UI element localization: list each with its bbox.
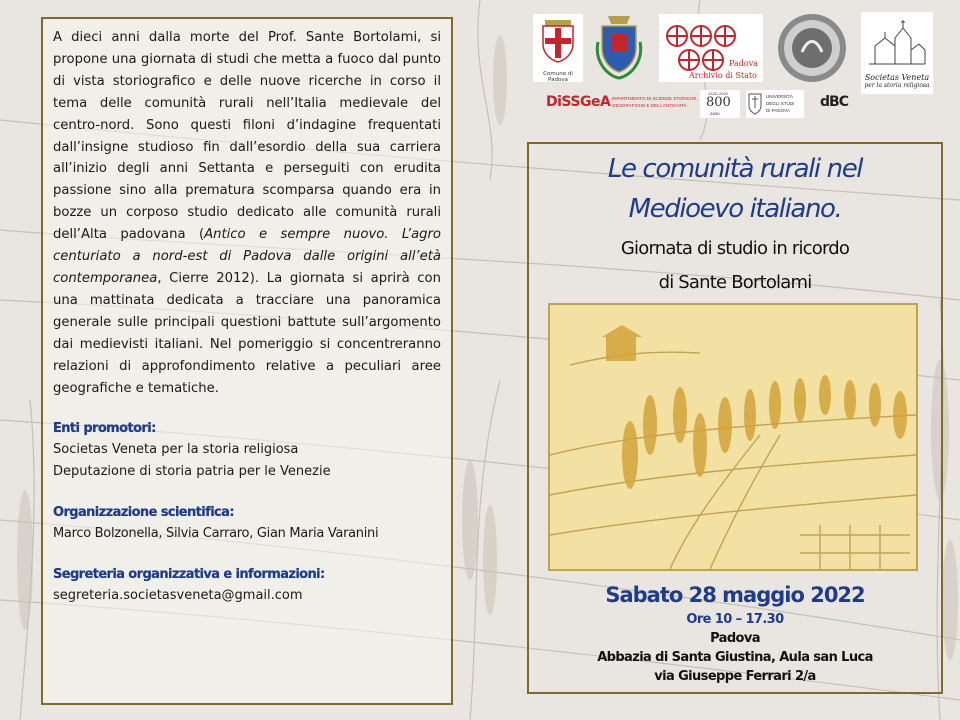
event-venue: Abbazia di Santa Giustina, Aula san Luca [597,650,873,665]
universita-line-3: DI PADOVA [766,108,790,113]
event-date: Sabato 28 maggio 2022 [605,583,865,607]
dbc-logo [818,92,850,116]
universita-line-1: UNIVERSITÀ [766,94,794,99]
landscape-painting [548,303,918,571]
anni-800-logo [700,90,740,118]
provincia-logo [594,12,644,82]
book-title: Antico e sempre nuovo. L’agro centuriato a nord-est di Padova dalle origini all’età contemporanea [53,227,442,286]
seal-icon [776,12,848,84]
dbc-mark: dBC [820,94,848,110]
dissgea-dept-1: DIPARTIMENTO DI SCIENZE STORICHE, [612,96,698,101]
societas-sub: per la storia religiosa [864,82,930,89]
universita-line-2: DEGLI STUDI [766,101,795,106]
organizzazione-heading: Organizzazione scientifica: [53,505,234,521]
organizzazione-section [53,503,441,545]
event-time: Ore 10 – 17.30 [686,612,784,627]
promotori-section [53,419,441,483]
seal-logo [776,12,848,84]
intro-paragraph [53,27,441,399]
shield-icon [533,14,583,66]
promotori-heading: Enti promotori: [53,421,156,437]
dissgea-mark: DiSSGeA [546,94,611,110]
archivio-stato-logo [659,14,763,82]
promotori-line: Deputazione di storia patria per le Venezie [53,464,331,480]
info-panel [41,17,453,705]
anni-word: ANNI [710,111,720,116]
promotori-line: Societas Veneta per la storia religiosa [53,442,299,458]
anni-800: 800 [706,95,731,110]
comune-padova-logo [533,14,583,82]
wheels-icon [659,14,763,82]
event-address: via Giuseppe Ferrari 2/a [654,669,816,684]
segreteria-section [53,565,441,607]
event-title-1: Le comunità rurali nel [607,154,863,184]
archivio-city: Padova [729,59,759,68]
intro-text-1: A dieci anni dalla morte del Prof. Sante Bortolami, si propone una giornata di studi che metta a fuoco dal punto di vista storiografico e delle nuove ricerche in corso il tema delle comunità rurali nell’Italia medievale del centro-nord. Sono questi filoni d’indagine frequentati dall’insigne studioso fin dall’esordio della sua carriera all’inizio degli anni Settanta e perseguiti con erudita passione sino alla prematura scomparsa quando era in bozze un corposo studio dedicato alle comunità rurali dell’Alta padovana ( [53,30,441,243]
segreteria-email: segreteria.societasveneta@gmail.com [53,588,303,604]
crest-icon [594,12,644,82]
organizzazione-line: Marco Bolzonella, Silvia Carraro, Gian Maria Varanini [53,526,379,542]
landscape-drawing [550,305,916,569]
church-icon [861,12,933,68]
societas-veneta-logo [861,12,933,94]
anni-years: 1222–2022 [708,91,729,96]
event-subtitle-1: Giornata di studio in ricordo [620,238,850,259]
segreteria-heading: Segreteria organizzativa e informazioni: [53,567,325,583]
universita-logo [746,90,804,118]
societas-name: Societas Veneta [864,73,930,82]
dissgea-logo [546,92,698,116]
university-crest-icon [748,93,762,115]
event-subtitle-2: di Sante Bortolami [658,272,812,293]
event-title-2: Medioevo italiano. [628,194,842,224]
archivio-name: Archivio di Stato [689,71,757,80]
dissgea-dept-2: GEOGRAFICHE E DELL'ANTICHITÀ [612,103,687,108]
event-city: Padova [710,631,760,646]
intro-text-2: , Cierre 2012). La giornata si aprirà con una mattinata dedicata a tracciare una panoramica generale sulle principali questioni battute sull’argomento dai medievisti italiani. Nel pomeriggio si concentreranno relazioni di approfondimento relative a peculiari aree geografiche e tematiche. [53,270,441,396]
comune-label: Comune di Padova [543,71,573,83]
